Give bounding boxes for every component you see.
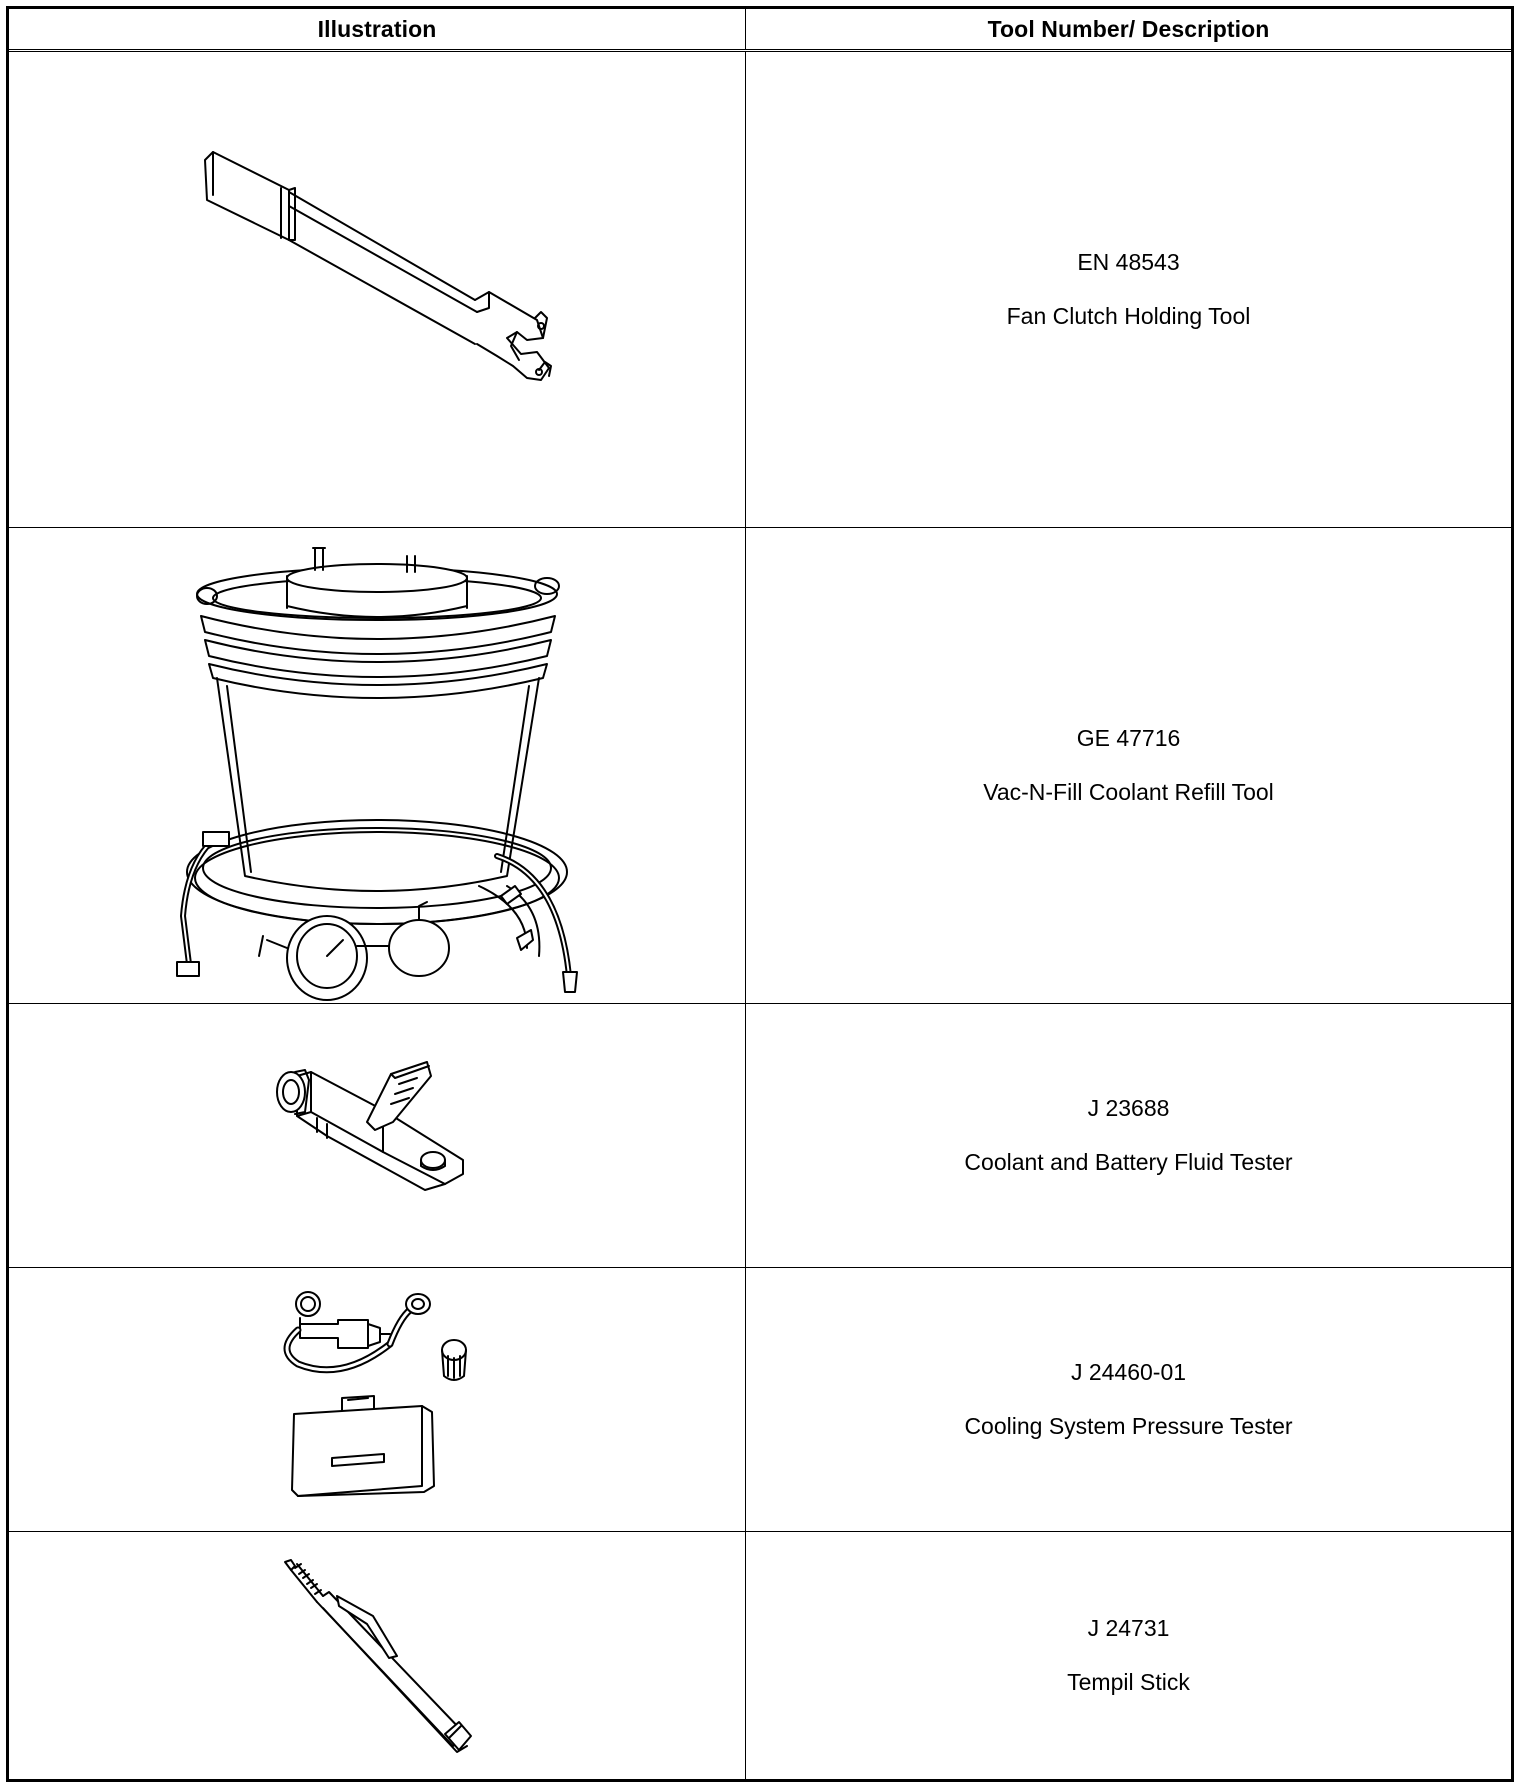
table-row xyxy=(9,51,1511,527)
fluid-tester-drawing xyxy=(267,1056,487,1216)
description-cell xyxy=(746,528,1511,1003)
illustration-cell xyxy=(9,1004,746,1267)
description-cell xyxy=(746,1004,1511,1267)
illustration-cell xyxy=(9,52,746,527)
header-description: Tool Number/ Description xyxy=(987,15,1270,42)
illustration-cell xyxy=(9,1532,746,1779)
header-illustration: Illustration xyxy=(317,15,437,42)
description-cell xyxy=(746,1532,1511,1779)
pressure-tester-drawing xyxy=(272,1290,482,1510)
tool-number: EN 48543 xyxy=(1077,249,1180,275)
fan-clutch-holding-tool-drawing xyxy=(177,140,577,440)
special-tools-table xyxy=(6,6,1514,1782)
illustration-cell xyxy=(9,1268,746,1531)
description-cell xyxy=(746,52,1511,527)
table-row xyxy=(9,1003,1511,1267)
tool-number: J 24460-01 xyxy=(1070,1359,1187,1385)
tool-number: J 23688 xyxy=(1087,1095,1170,1121)
tool-description: Tempil Stick xyxy=(1067,1669,1190,1695)
header-cell-illustration xyxy=(9,9,746,49)
table-header-row xyxy=(9,9,1511,50)
tempil-stick-drawing xyxy=(277,1556,477,1756)
tool-number: J 24731 xyxy=(1087,1615,1170,1641)
illustration-cell xyxy=(9,528,746,1003)
table-row xyxy=(9,527,1511,1003)
table-row xyxy=(9,1267,1511,1531)
tool-description: Coolant and Battery Fluid Tester xyxy=(964,1149,1293,1175)
tool-description: Cooling System Pressure Tester xyxy=(964,1413,1293,1439)
table-row xyxy=(9,1531,1511,1779)
tool-description: Vac-N-Fill Coolant Refill Tool xyxy=(983,779,1274,805)
header-cell-description xyxy=(746,9,1511,49)
description-cell xyxy=(746,1268,1511,1531)
tool-description: Fan Clutch Holding Tool xyxy=(1006,303,1251,329)
tool-number: GE 47716 xyxy=(1076,725,1181,751)
coolant-refill-tool-drawing xyxy=(167,536,587,996)
